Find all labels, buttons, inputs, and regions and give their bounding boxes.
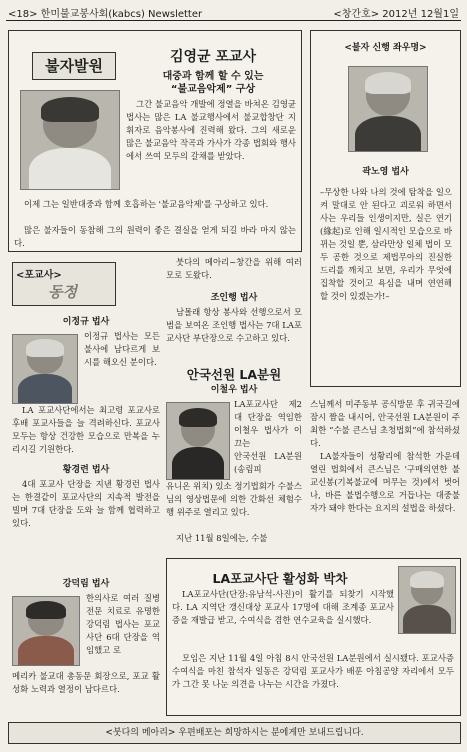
- main-paragraph-3: 많은 불자들이 동참해 그의 원력이 좋은 결실을 얻게 되길 바라 마지 않는다.: [14, 225, 296, 248]
- proverb-caption: 곽노영 법사: [362, 167, 409, 177]
- proverb-text: –무상한 나와 나의 것에 탐착을 일으켜 말대로 안 된다고 괴로워 하면서 사는 우리들 인생이지만, 실은 연기(緣起)로 인해 일시적인 모습으로 바뀌는 것일 뿐, 삼라만상 일체 법이 모두 공한 것으로 제법무아의 진실한 드리를 깨치고 보면, 우리가 무엇에 집착할 것이고 욕심을 내며 연연해 할 것이 있겠는가!–: [320, 187, 452, 301]
- main-paragraph-1: 그간 불교음악 개발에 정열을 바쳐온 김영균 법사는 많은 LA 불교행사에서 불교합창단 지휘자로 음악봉사에 진력해 왔다. 그의 새로운 많은 불교음악 작곡과 가사가 각종 법회와 행사에서 쓰여 모두의 갈채를 받았다.: [126, 99, 296, 161]
- person1-paragraph-1: 이정규 법사는 모든 불사에 남다르게 보시를 해오신 분이다.: [84, 331, 160, 367]
- activation-title: LA포교사단 활성화 박차: [212, 571, 348, 586]
- middle-paragraph-1: 붓다의 메아리~창간을 위해 여러모로 도왔다.: [166, 257, 302, 280]
- missionary-label-bottom: 동정: [48, 283, 77, 301]
- person3-name: 강덕림 법사: [62, 579, 110, 589]
- main-paragraph-2: 이제 그는 일반대중과 함께 호흡하는 '불교음악제'를 구상하고 있다.: [24, 199, 269, 209]
- yi-photo: [166, 402, 230, 480]
- person2-paragraph: 4대 포교사 단장을 지낸 황경런 법사는 한결같이 포교사단의 지속적 발전을 빌며 7대 단장을 도와 늘 함께 협력하고 있다.: [12, 479, 160, 528]
- lee-photo: [12, 334, 78, 404]
- branch-name: 이철우 법사: [210, 385, 258, 395]
- branch-title: 안국선원 LA분원: [186, 367, 282, 382]
- activation-paragraph-1: LA포교사단(단장:유남석-사진)이 활기를 되찾기 시작했다. LA 지역단 갱신대상 포교사 17명에 대해 조계종 포교사증을 재발급 받고, 수여식을 겸한 연수교육을 실시했다.: [172, 589, 394, 625]
- yu-photo: [398, 566, 456, 634]
- subheadline-1: 대중과 함께 할 수 있는: [162, 71, 264, 82]
- middle-paragraph-4: 지난 11월 8일에는, 수불: [176, 533, 268, 543]
- continued-paragraph-1: 스님께서 미주동부 공식방문 후 귀국길에 잠시 짬을 내시어, 안국선원 LA분원이 주최한 “수불 큰스님 초청법회”에 참석하셨다.: [310, 399, 460, 448]
- header-rule: [6, 20, 461, 21]
- activation-paragraph-2: 모임은 지난 11월 4일 아침 8시 안국선원 LA분원에서 실시됐다. 포교사증 수여식을 마친 참석자 일동은 강덕림 포교사가 배푼 아침공양 자리에서 모두가 그간 못 나눈 의견을 나누는 시간을 가졌다.: [172, 653, 454, 689]
- person3-paragraph-2: 메리카 불교대 총동문 회장으로, 포교 활성화 노력과 열정이 남다르다.: [12, 671, 160, 694]
- kwak-photo: [348, 66, 428, 152]
- section-label: 불자발원: [32, 52, 116, 80]
- middle-paragraph-3c: 유니온 위치) 있소 정기법회가 수불스님의 영상법문에 의한 간화선 체험수행 위주로 열리고 있다.: [166, 481, 302, 517]
- kim-photo: [20, 90, 120, 190]
- middle-paragraph-3a: LA포교사단 제2대 단장을 역임한 이철우 법사가 이끄는: [234, 399, 302, 448]
- middle-paragraph-3b: 안국선원 LA분원(송림피: [234, 451, 302, 474]
- continued-paragraph-2: LA불자들이 성황리에 참석한 가운데 열린 법회에서 큰스님은 '구매의연한 불교신봉(기복불교에 머무는 것)에서 벗어나, 바른 불법수행으로 거듭나는 대중불자가 돼야 한다는 요지의 설법을 하셨다.: [310, 451, 460, 513]
- kang-photo: [12, 596, 80, 666]
- person3-paragraph-1: 한의사로 여러 질병 전문 치료로 유명한 강덕림 법사는 포교사단 6대 단장을 역임했고 로: [86, 593, 160, 655]
- main-headline: 김영균 포교사: [169, 49, 257, 65]
- proverb-title: <불자 신행 좌우명>: [344, 43, 427, 53]
- footer-note: <붓다의 메아리> 우편배포는 희망하시는 분에게만 보내드립니다.: [8, 722, 461, 744]
- jo-name: 조인행 법사: [210, 293, 258, 303]
- middle-paragraph-2: 남몰래 항상 봉사와 선행으로서 모범을 보여온 조인행 법사는 7대 LA포교사단 부단장으로 수고하고 있다.: [166, 307, 302, 343]
- missionary-label-top: <포교사>: [16, 270, 62, 281]
- person1-name: 이정규 법사: [62, 317, 110, 327]
- issue-date: <창간호> 2012년 12월1일: [333, 9, 459, 20]
- newsletter-header: <18> 한미불교봉사회(kabcs) Newsletter: [8, 9, 203, 20]
- person1-paragraph-2: LA 포교사단에서는 최고령 포교사로 후배 포교사들을 늘 격려하신다. 포교사 모두는 항상 건강한 모습으로 만복을 누리시길 기원한다.: [12, 405, 160, 454]
- person2-name: 황경련 법사: [62, 465, 110, 475]
- subheadline-2: “불교음악제” 구상: [170, 84, 256, 95]
